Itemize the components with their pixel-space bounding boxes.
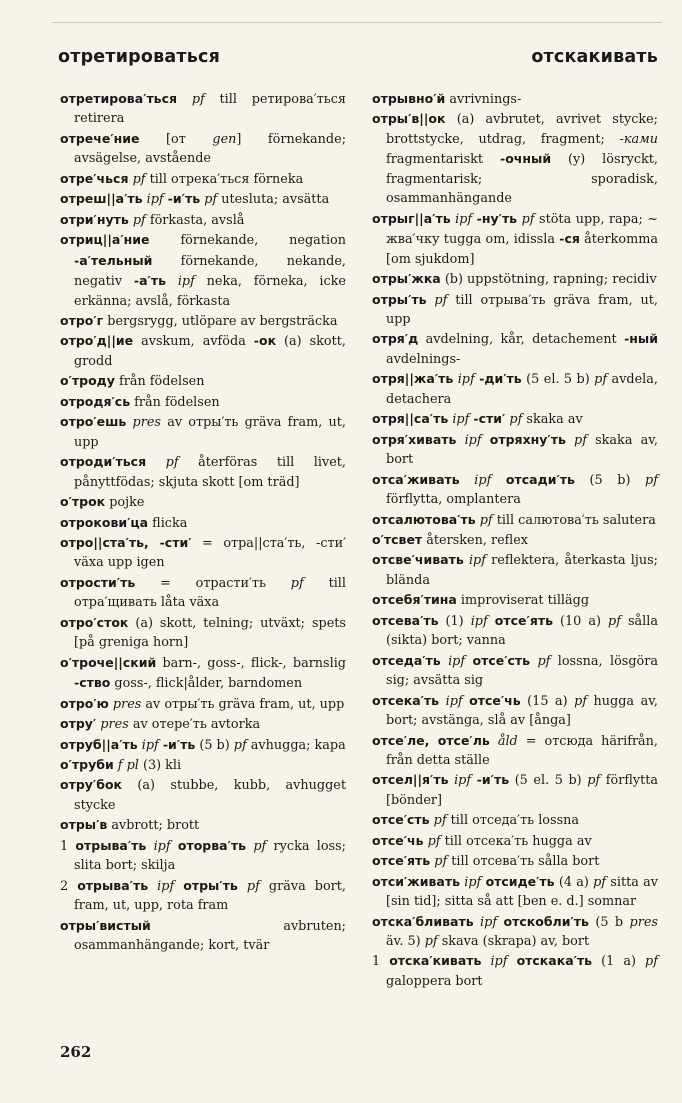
entry-text: avhugga; kapa <box>246 737 346 753</box>
entry-headword: отры′ть <box>183 877 238 893</box>
left-column <box>60 89 346 955</box>
entry-text: (5 b <box>588 914 630 930</box>
dictionary-entry <box>60 916 346 956</box>
dictionary-entry <box>60 735 346 755</box>
entry-headword: отры′в||ок <box>372 111 446 127</box>
entry-text: till отсека′ть hugga av <box>440 833 592 849</box>
entry-grammar-label: pf <box>645 954 658 970</box>
entry-text: återföras till livet, pånyttfödas; skjuta skott [om träd] <box>74 455 346 490</box>
entry-text: avdela, detachera <box>386 372 658 407</box>
entry-headword: отроди′ться <box>60 454 147 470</box>
entry-text: [от <box>139 131 213 147</box>
entry-headword: -ди′ть <box>479 371 522 387</box>
dictionary-entry <box>372 810 658 830</box>
entry-grammar-label: ipf <box>157 878 175 894</box>
entry-text: (a) stubbe, kubb, avhugget stycke <box>74 778 346 813</box>
entry-grammar-label: ipf <box>480 914 498 930</box>
entry-headword: отры′жка <box>372 271 441 287</box>
entry-text <box>171 839 178 854</box>
entry-text: fragmentariskt <box>386 152 501 168</box>
entry-grammar-label: ipf <box>464 432 482 448</box>
entry-text: goss-, flick|ålder, barndomen <box>110 676 303 692</box>
entry-headword: отря′хивать <box>372 431 457 447</box>
right-guideword: отскакивать <box>531 47 658 67</box>
entry-text: (4 a) <box>554 874 594 890</box>
entry-text: sålla (sikta) bort; vanna <box>386 613 658 649</box>
entry-headword: отсел||я′ть <box>372 772 449 788</box>
dictionary-entry <box>60 129 346 169</box>
entry-headword: -ок <box>253 333 277 349</box>
entry-text <box>566 433 574 448</box>
entry-grammar-label: pf <box>191 92 205 107</box>
entry-headword: отри′нуть <box>60 211 129 227</box>
entry-grammar-label: ipf <box>474 472 492 488</box>
entry-text: (b) uppstötning, rapning; recidiv <box>440 272 657 288</box>
entry-headword: отре′чься <box>60 170 129 186</box>
dictionary-entry <box>60 755 346 775</box>
entry-text: improviserat tillägg <box>456 593 590 609</box>
entry-text <box>174 879 183 894</box>
entry-text: gräva bort, fram, ut, upp, rota fram <box>74 878 346 914</box>
entry-headword: о′троду <box>60 373 115 389</box>
entry-text <box>238 879 247 894</box>
dictionary-entry <box>60 210 346 230</box>
dictionary-entry <box>60 573 346 613</box>
entry-grammar-label: pf <box>574 432 587 448</box>
entry-grammar-label: ipf <box>452 412 470 428</box>
entry-text: till отсева′ть sålla bort <box>447 854 600 870</box>
entry-headword: отсади′ть <box>505 471 575 487</box>
entry-text <box>460 473 475 488</box>
entry-headword: отрывно′й <box>372 91 446 106</box>
entry-text: förnekande, negation <box>149 233 346 249</box>
dictionary-entry <box>60 775 346 815</box>
dictionary-entry <box>60 392 346 412</box>
entry-headword: отсева′ть <box>372 612 439 628</box>
entry-grammar-label: pf <box>204 192 218 208</box>
dictionary-entry <box>372 691 658 731</box>
entry-headword: отска′бливать <box>372 913 474 929</box>
entry-headword: отря||са′ть <box>372 411 449 427</box>
entry-text <box>146 839 153 854</box>
entry-grammar-label: f pl <box>117 757 139 773</box>
entry-text: = отсюда härifrån, från detta ställe <box>386 733 658 768</box>
entry-text <box>508 954 517 969</box>
entry-text: av отры′ть gräva fram, ut, upp <box>74 415 346 450</box>
dictionary-entry <box>372 329 658 369</box>
entry-text: stöta upp, rapa; ~ жва′чку tugga om, idissla <box>386 211 658 248</box>
entry-headword: отсалютова′ть <box>372 511 476 527</box>
entry-text: (5 b) <box>195 737 234 753</box>
entry-grammar-label: ipf <box>455 211 473 227</box>
dictionary-entry <box>60 189 346 209</box>
left-guideword: отретироваться <box>58 47 221 67</box>
dictionary-entry <box>60 371 346 391</box>
entry-text <box>146 455 166 470</box>
entry-text: förflytta [bönder] <box>386 773 658 808</box>
entry-text: avskum, avföda <box>133 334 254 350</box>
entry-text: barn-, goss-, flick-, barnslig <box>156 655 346 671</box>
entry-text: avbruten; osammanhängande; kort, tvär <box>74 918 346 954</box>
dictionary-entry <box>372 731 658 771</box>
entry-headword: отро||ста′ть, -сти′ <box>60 534 192 550</box>
dictionary-entry <box>60 533 346 573</box>
entry-text: till отрека′ться förneka <box>145 171 304 187</box>
entry-text: galoppera bort <box>386 973 483 989</box>
entry-headword: -а′ть <box>133 273 166 289</box>
entry-grammar-label: pf <box>165 455 179 471</box>
entry-text: reflektera, återkasta ljus; blända <box>386 553 658 588</box>
entry-grammar-label: -ками <box>619 131 658 147</box>
entry-text: av отры′ть gräva fram, ut, upp <box>141 696 345 712</box>
entry-headword: отретирова′ться <box>60 91 178 106</box>
dictionary-entry <box>372 269 658 289</box>
entry-grammar-label: pf <box>132 212 146 228</box>
entry-grammar-label: ipf <box>177 274 195 290</box>
entry-headword: -и′ть <box>167 191 201 207</box>
entry-headword: отскака′ть <box>516 953 593 969</box>
entry-grammar-label: ipf <box>464 874 482 890</box>
dictionary-entry <box>60 815 346 835</box>
entry-text: återkomma [om sjukdom] <box>386 232 658 267</box>
entry-text: neka, förneka, icke erkänna; avslå, förkasta <box>74 274 346 309</box>
dictionary-entry <box>372 550 658 590</box>
entry-grammar-label: pf <box>509 412 523 428</box>
entry-text: (a) skott, grodd <box>74 334 346 369</box>
entry-text: bergsrygg, utlöpare av bergsträcka <box>103 313 338 329</box>
entry-headword: -ну′ть <box>476 210 518 226</box>
dictionary-entry <box>60 613 346 653</box>
dictionary-entry <box>372 590 658 610</box>
entry-text: pojke <box>105 495 145 511</box>
entry-headword: отрокови′ца <box>60 514 149 530</box>
entry-text: förkasta, avslå <box>145 212 245 228</box>
entry-grammar-label: pf <box>246 878 260 894</box>
entry-text: förnekande, nekande, negativ <box>74 253 346 290</box>
entry-headword: -и′ть <box>476 772 510 788</box>
entry-text: = отра||ста′ть, -сти′ växa upp igen <box>74 535 346 571</box>
dictionary-entry <box>60 492 346 512</box>
entry-text: ] förnekande; avsägelse, avstående <box>74 131 346 167</box>
entry-text: avbrott; brott <box>107 818 200 834</box>
entry-grammar-label: pf <box>233 737 247 753</box>
entry-text: (1 a) <box>592 954 646 970</box>
entry-text: lossna, lösgöra sig; avsätta sig <box>386 653 658 689</box>
entry-text: avrivnings- <box>445 92 522 107</box>
entry-grammar-label: pf <box>537 653 551 669</box>
entry-headword: отро′сток <box>60 614 129 630</box>
dictionary-entry <box>60 412 346 452</box>
entry-text: återsken, reflex <box>422 532 528 548</box>
entry-text: rycka loss; slita bort; skilja <box>74 838 346 874</box>
entry-text: (15 a) <box>520 693 575 709</box>
dictionary-entry <box>372 951 658 991</box>
dictionary-entry <box>372 872 658 912</box>
entry-headword: отсебя′тина <box>372 592 457 608</box>
entry-text: hugga av, bort; avstänga, slå av [ånga] <box>386 693 658 729</box>
entry-grammar-label: pf <box>479 512 493 528</box>
entry-headword: отро′д||ие <box>60 333 134 349</box>
entry-headword: -а′тельный <box>74 252 153 268</box>
entry-grammar-label: pf <box>645 472 658 488</box>
entry-headword: отска′кивать <box>389 953 482 969</box>
dictionary-entry <box>60 694 346 714</box>
entry-headword: отсе′ле, отсе′ль <box>372 732 490 748</box>
entry-headword: -ный <box>624 331 658 347</box>
entry-text: = отрасти′ть <box>135 575 291 591</box>
entry-grammar-label: pf <box>290 575 304 591</box>
entry-text: från födelsen <box>130 394 220 410</box>
entry-grammar-label: pf <box>253 838 267 854</box>
entry-grammar-label: ipf <box>454 773 472 789</box>
entry-grammar-label: pres <box>112 696 142 712</box>
dictionary-entry <box>372 831 658 851</box>
dictionary-entry <box>60 714 346 734</box>
dictionary-entry <box>372 651 658 691</box>
dictionary-entry <box>60 836 346 876</box>
entry-headword: отряхну′ть <box>489 431 566 447</box>
entry-headword: отсе′сть <box>372 812 430 828</box>
entry-text: förflytta, omplantera <box>386 492 521 508</box>
entry-headword: отрыва′ть <box>77 877 149 893</box>
entry-headword: отря′д <box>372 331 419 347</box>
entry-headword: отры′вистый <box>60 917 151 933</box>
dictionary-entry <box>372 611 658 651</box>
entry-text: (5 b) <box>574 472 646 488</box>
dictionary-entry <box>60 452 346 492</box>
entry-text: avdelning, kår, detachement <box>418 332 625 348</box>
entry-grammar-label: pres <box>629 914 658 930</box>
dictionary-entry <box>372 530 658 550</box>
entry-grammar-label: pf <box>427 833 441 849</box>
dictionary-entry <box>60 311 346 331</box>
entry-headword: оторва′ть <box>177 837 247 853</box>
dictionary-entry <box>60 513 346 533</box>
entry-headword: о′тсвет <box>372 531 423 547</box>
entry-headword: отсека′ть <box>372 692 440 708</box>
entry-grammar-label: pf <box>132 171 146 187</box>
entry-grammar-label: ipf <box>468 553 486 569</box>
entry-text: 2 <box>60 878 78 894</box>
entry-headword: о′труби <box>60 756 114 772</box>
entry-headword: отрыг||а′ть <box>372 210 451 226</box>
entry-headword: отрыва′ть <box>75 837 147 853</box>
entry-headword: -очный <box>500 151 552 167</box>
entry-headword: отру′бок <box>60 777 123 793</box>
entry-text: flicka <box>148 515 188 531</box>
entry-text: till отра′щивать låta växa <box>74 575 346 611</box>
entry-headword: отры′ть <box>372 291 427 307</box>
dictionary-entry <box>60 653 346 694</box>
dictionary-entry <box>60 89 346 129</box>
page-number: 262 <box>60 1043 92 1061</box>
entry-grammar-label: pf <box>434 292 448 308</box>
entry-headword: отродя′сь <box>60 393 131 409</box>
entry-grammar-label: pf <box>594 372 608 388</box>
entry-grammar-label: pf <box>434 854 448 870</box>
entry-text <box>441 654 448 669</box>
entry-headword: отро′г <box>60 312 104 328</box>
entry-text: av отере′ть avtorka <box>128 717 261 733</box>
entry-headword: отсе′чь <box>372 832 424 848</box>
entry-headword: отсве′чивать <box>372 552 464 568</box>
entry-grammar-label: ipf <box>457 372 475 388</box>
entry-text: från födelsen <box>114 374 205 390</box>
dictionary-entry <box>372 109 658 208</box>
dictionary-entry <box>372 770 658 810</box>
entry-text: (5 el. 5 b) <box>509 773 588 789</box>
dictionary-entry <box>372 409 658 429</box>
entry-text: till отрыва′ть gräva fram, ut, upp <box>386 292 658 327</box>
dictionary-entry <box>60 230 346 311</box>
entry-text: äv. 5) <box>386 934 425 950</box>
entry-headword: отро′ю <box>60 695 109 711</box>
entry-headword: отсе′ять <box>372 853 431 869</box>
entry-headword: о′трок <box>60 494 106 510</box>
right-column <box>372 89 658 991</box>
entry-headword: отскобли′ть <box>503 913 589 929</box>
dictionary-entry <box>372 209 658 269</box>
entry-text: (y) lösryckt, fragmentarisk; sporadisk, osammanhängande <box>386 152 659 207</box>
entry-grammar-label: pf <box>587 773 601 789</box>
dictionary-entry <box>372 369 658 409</box>
entry-headword: отреш||а′ть <box>60 191 143 207</box>
entry-text: 1 <box>372 954 390 970</box>
entry-headword: отрости′ть <box>60 574 136 590</box>
entry-grammar-label: pf <box>424 934 438 950</box>
entry-text: (10 a) <box>553 613 609 629</box>
entry-headword: -ся <box>559 231 580 247</box>
entry-headword: отря||жа′ть <box>372 371 454 387</box>
entry-headword: -ство <box>74 675 111 691</box>
entry-text: (a) skott, telning; utväxt; spets [på greniga horn] <box>74 615 346 651</box>
entry-text: 1 <box>60 838 76 854</box>
entry-headword: отсе′ять <box>494 612 553 628</box>
entry-text: utesluta; avsätta <box>217 192 330 208</box>
dictionary-entry <box>60 331 346 371</box>
entry-grammar-label: ipf <box>153 838 171 854</box>
entry-text <box>490 734 498 749</box>
dictionary-entry <box>60 876 346 916</box>
entry-text: till отседа′ть lossna <box>446 813 580 829</box>
entry-grammar-label: gen <box>212 131 237 147</box>
entry-grammar-label: pf <box>608 613 621 629</box>
dictionary-entry <box>372 290 658 330</box>
entry-text: skava (skrapa) av, bort <box>437 934 590 950</box>
dictionary-entry <box>372 89 658 109</box>
entry-text <box>482 433 490 448</box>
entry-headword: отси′живать <box>372 873 460 889</box>
entry-text: skaka av <box>522 412 583 428</box>
entry-grammar-label: pres <box>100 717 129 733</box>
dictionary-entry <box>372 510 658 530</box>
entry-headword: отры′в <box>60 817 108 833</box>
entry-grammar-label: åld <box>497 733 518 749</box>
entry-headword: отрече′ние <box>60 130 140 146</box>
entry-text: (5 el. 5 b) <box>521 372 595 388</box>
entry-text: (3) kli <box>138 757 182 773</box>
entry-grammar-label: ipf <box>448 653 466 669</box>
entry-text: till ретирова′ться retirera <box>74 92 346 127</box>
entry-headword: отседа′ть <box>372 652 441 668</box>
entry-grammar-label: pres <box>132 415 161 431</box>
top-rule <box>52 22 662 23</box>
entry-text <box>166 274 178 289</box>
entry-headword: отриц||а′ние <box>60 232 150 248</box>
entry-grammar-label: pf <box>433 813 447 829</box>
entry-text: avdelnings- <box>386 351 461 367</box>
entry-headword: -сти′ <box>473 411 506 427</box>
entry-headword: отса′живать <box>372 471 460 487</box>
entry-grammar-label: ipf <box>490 954 508 970</box>
entry-text <box>148 879 157 894</box>
entry-text <box>456 433 464 448</box>
dictionary-entry <box>60 169 346 189</box>
entry-grammar-label: ipf <box>445 693 463 709</box>
entry-grammar-label: ipf <box>146 192 164 208</box>
dictionary-entry <box>372 851 658 871</box>
entry-headword: отро′ешь <box>60 414 127 430</box>
entry-grammar-label: pf <box>521 211 535 227</box>
entry-text: sitta av [sin tid]; sitta så att [ben e. d.] somnar <box>386 874 658 910</box>
entry-headword: отруб||а′ть <box>60 736 138 752</box>
entry-text <box>491 473 506 488</box>
entry-grammar-label: ipf <box>141 737 159 753</box>
entry-headword: отсе′чь <box>469 692 521 708</box>
entry-text: till салютова′ть salutera <box>492 512 656 528</box>
entry-text: (a) avbrutet, avrivet stycke; brottstycke, utdrag, fragment; <box>386 112 658 147</box>
entry-grammar-label: pf <box>593 874 607 890</box>
entry-headword: -и′ть <box>162 736 196 752</box>
entry-text <box>488 614 495 629</box>
entry-headword: отру′ <box>60 716 97 732</box>
entry-grammar-label: ipf <box>470 613 488 629</box>
entry-grammar-label: pf <box>574 693 588 709</box>
dictionary-entry <box>372 912 658 952</box>
entry-headword: отсе′сть <box>472 652 531 668</box>
dictionary-entry <box>372 470 658 510</box>
entry-text <box>177 92 192 107</box>
entry-text: (1) <box>438 613 471 629</box>
entry-text: skaka av, bort <box>386 432 658 468</box>
entry-headword: о′троче||ский <box>60 654 157 670</box>
dictionary-entry <box>372 430 658 470</box>
entry-headword: отсиде′ть <box>485 873 555 889</box>
